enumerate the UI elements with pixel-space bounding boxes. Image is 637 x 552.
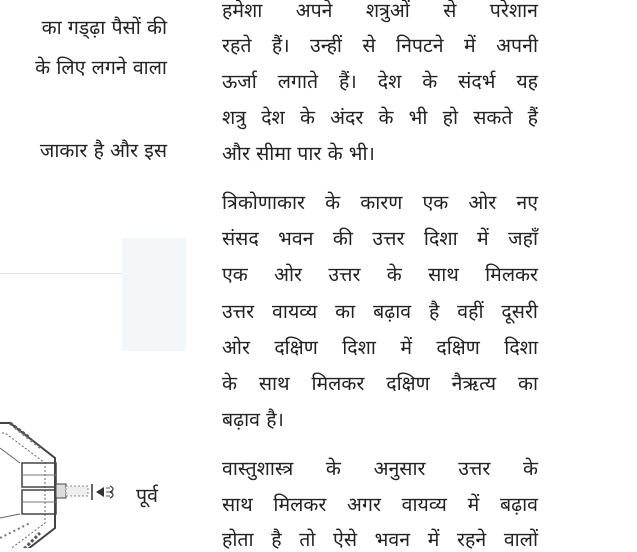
paragraph-1-line: और सीमा पार के भी।: [222, 142, 375, 165]
left-text-line: का गड्ढ़ा पैसों की: [41, 16, 167, 39]
left-text-line: के लिए लगने वाला: [35, 56, 167, 79]
floor-plan-drawing: [0, 418, 130, 548]
paragraph-1-line: रहते हैं। उन्हीं से निपटने में अपनी: [222, 34, 538, 57]
paragraph-2-line: एक ओर उत्तर के साथ मिलकर: [222, 263, 538, 286]
shaded-box: [122, 238, 186, 351]
paragraph-3-line: साथ मिलकर अगर वायव्य में बढ़ाव: [222, 493, 538, 516]
paragraph-2-line: के साथ मिलकर दक्षिण नैऋत्य का: [222, 372, 538, 395]
paragraph-2-line: ओर दक्षिण दिशा में दक्षिण दिशा: [222, 336, 538, 359]
paragraph-3-line: होता है तो ऐसे भवन में रहने वालों: [222, 528, 538, 551]
paragraph-1-line: शत्रु देश के अंदर के भी हो सकते हैं: [222, 106, 538, 129]
paragraph-2-line: त्रिकोणाकार के कारण एक ओर नए: [222, 191, 538, 214]
paragraph-2-line: बढ़ाव है।: [222, 408, 284, 431]
paragraph-1-line: हमेशा अपने शत्रुओं से परेशान: [222, 0, 538, 22]
paragraph-2-line: संसद भवन की उत्तर दिशा में जहाँ: [222, 227, 538, 250]
paragraph-3-line: वास्तुशास्त्र के अनुसार उत्तर के: [222, 457, 538, 480]
left-text-line: जाकार है और इस: [39, 139, 167, 162]
divider-line: [0, 273, 122, 274]
paragraph-1-line: ऊर्जा लगाते हैं। देश के संदर्भ यह: [222, 70, 538, 93]
direction-label-east: पूर्व: [136, 484, 158, 507]
paragraph-2-line: उत्तर वायव्य का बढ़ाव है वहीं दूसरी: [222, 300, 538, 323]
